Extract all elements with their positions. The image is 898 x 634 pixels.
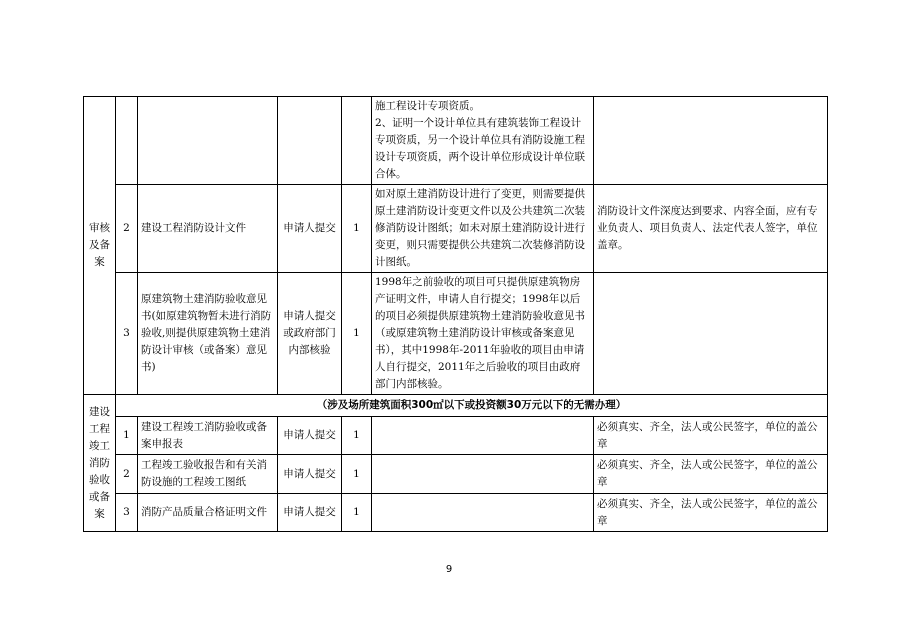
- row-number: 3: [116, 273, 138, 395]
- notes-cell: [372, 417, 594, 455]
- material-cell: 原建筑物土建消防验收意见书(如原建筑物暂未进行消防验收,则提供原建筑物土建消防设计审核（或备案）意见书): [138, 273, 278, 395]
- material-cell: 建设工程消防设计文件: [138, 185, 278, 273]
- notes-cell: 施工程设计专项资质。 2、证明一个设计单位具有建筑装饰工程设计专项资质，另一个设计单位具有消防设施工程设计专项资质，两个设计单位形成设计单位联合体。: [372, 97, 594, 185]
- requirement-cell: 消防设计文件深度达到要求、内容全面，应有专业负责人、项目负责人、法定代表人签字，单位盖章。: [594, 185, 828, 273]
- requirement-cell: [594, 273, 828, 395]
- submitter-cell: 申请人提交: [278, 455, 342, 494]
- notes-cell: [372, 455, 594, 494]
- table-row: [84, 455, 828, 494]
- page-number: 9: [445, 564, 453, 575]
- submitter-cell: 申请人提交或政府部门内部核验: [278, 273, 342, 395]
- count-cell: 1: [342, 494, 372, 532]
- table-row: [84, 273, 828, 395]
- requirement-cell: [594, 97, 828, 185]
- material-cell: 工程竣工验收报告和有关消防设施的工程竣工图纸: [138, 455, 278, 494]
- notes-cell: [372, 494, 594, 532]
- row-number: 2: [116, 455, 138, 494]
- requirement-cell: 必须真实、齐全，法人或公民签字，单位的盖公章: [594, 494, 828, 532]
- category-cell: 建设工程竣工消防验收或备案: [84, 395, 116, 532]
- submitter-cell: 申请人提交: [278, 494, 342, 532]
- material-cell: [138, 97, 278, 185]
- requirement-cell: 必须真实、齐全，法人或公民签字，单位的盖公章: [594, 455, 828, 494]
- table-row: [84, 494, 828, 532]
- table-row: [84, 395, 828, 417]
- count-cell: 1: [342, 455, 372, 494]
- material-cell: 消防产品质量合格证明文件: [138, 494, 278, 532]
- row-number: 2: [116, 185, 138, 273]
- count-cell: 1: [342, 417, 372, 455]
- submitter-cell: 申请人提交: [278, 185, 342, 273]
- count-cell: 1: [342, 273, 372, 395]
- count-cell: 1: [342, 185, 372, 273]
- table-row: [84, 417, 828, 455]
- submitter-cell: [278, 97, 342, 185]
- requirement-cell: 必须真实、齐全，法人或公民签字，单位的盖公章: [594, 417, 828, 455]
- requirements-table: [83, 96, 828, 532]
- row-number: [116, 97, 138, 185]
- count-cell: [342, 97, 372, 185]
- notes-cell: 1998年之前验收的项目可只提供原建筑物房产证明文件，申请人自行提交；1998年以后的项目必须提供原建筑物土建消防验收意见书（或原建筑物土建消防设计审核或备案意见书），其中1998年-2011年验收的项目由申请人自行提交，2011年之后验收的项目由政府部门内部核验。: [372, 273, 594, 395]
- table-row: [84, 185, 828, 273]
- table-row: [84, 97, 828, 185]
- material-cell: 建设工程竣工消防验收或备案申报表: [138, 417, 278, 455]
- row-number: 1: [116, 417, 138, 455]
- section-banner: （涉及场所建筑面积300㎡以下或投资额30万元以下的无需办理）: [116, 395, 828, 417]
- notes-cell: 如对原土建消防设计进行了变更，则需要提供原土建消防设计变更文件以及公共建筑二次装修消防设计图纸；如未对原土建消防设计进行变更，则只需要提供公共建筑二次装修消防设计图纸。: [372, 185, 594, 273]
- submitter-cell: 申请人提交: [278, 417, 342, 455]
- category-cell: 审核及备案: [84, 97, 116, 395]
- row-number: 3: [116, 494, 138, 532]
